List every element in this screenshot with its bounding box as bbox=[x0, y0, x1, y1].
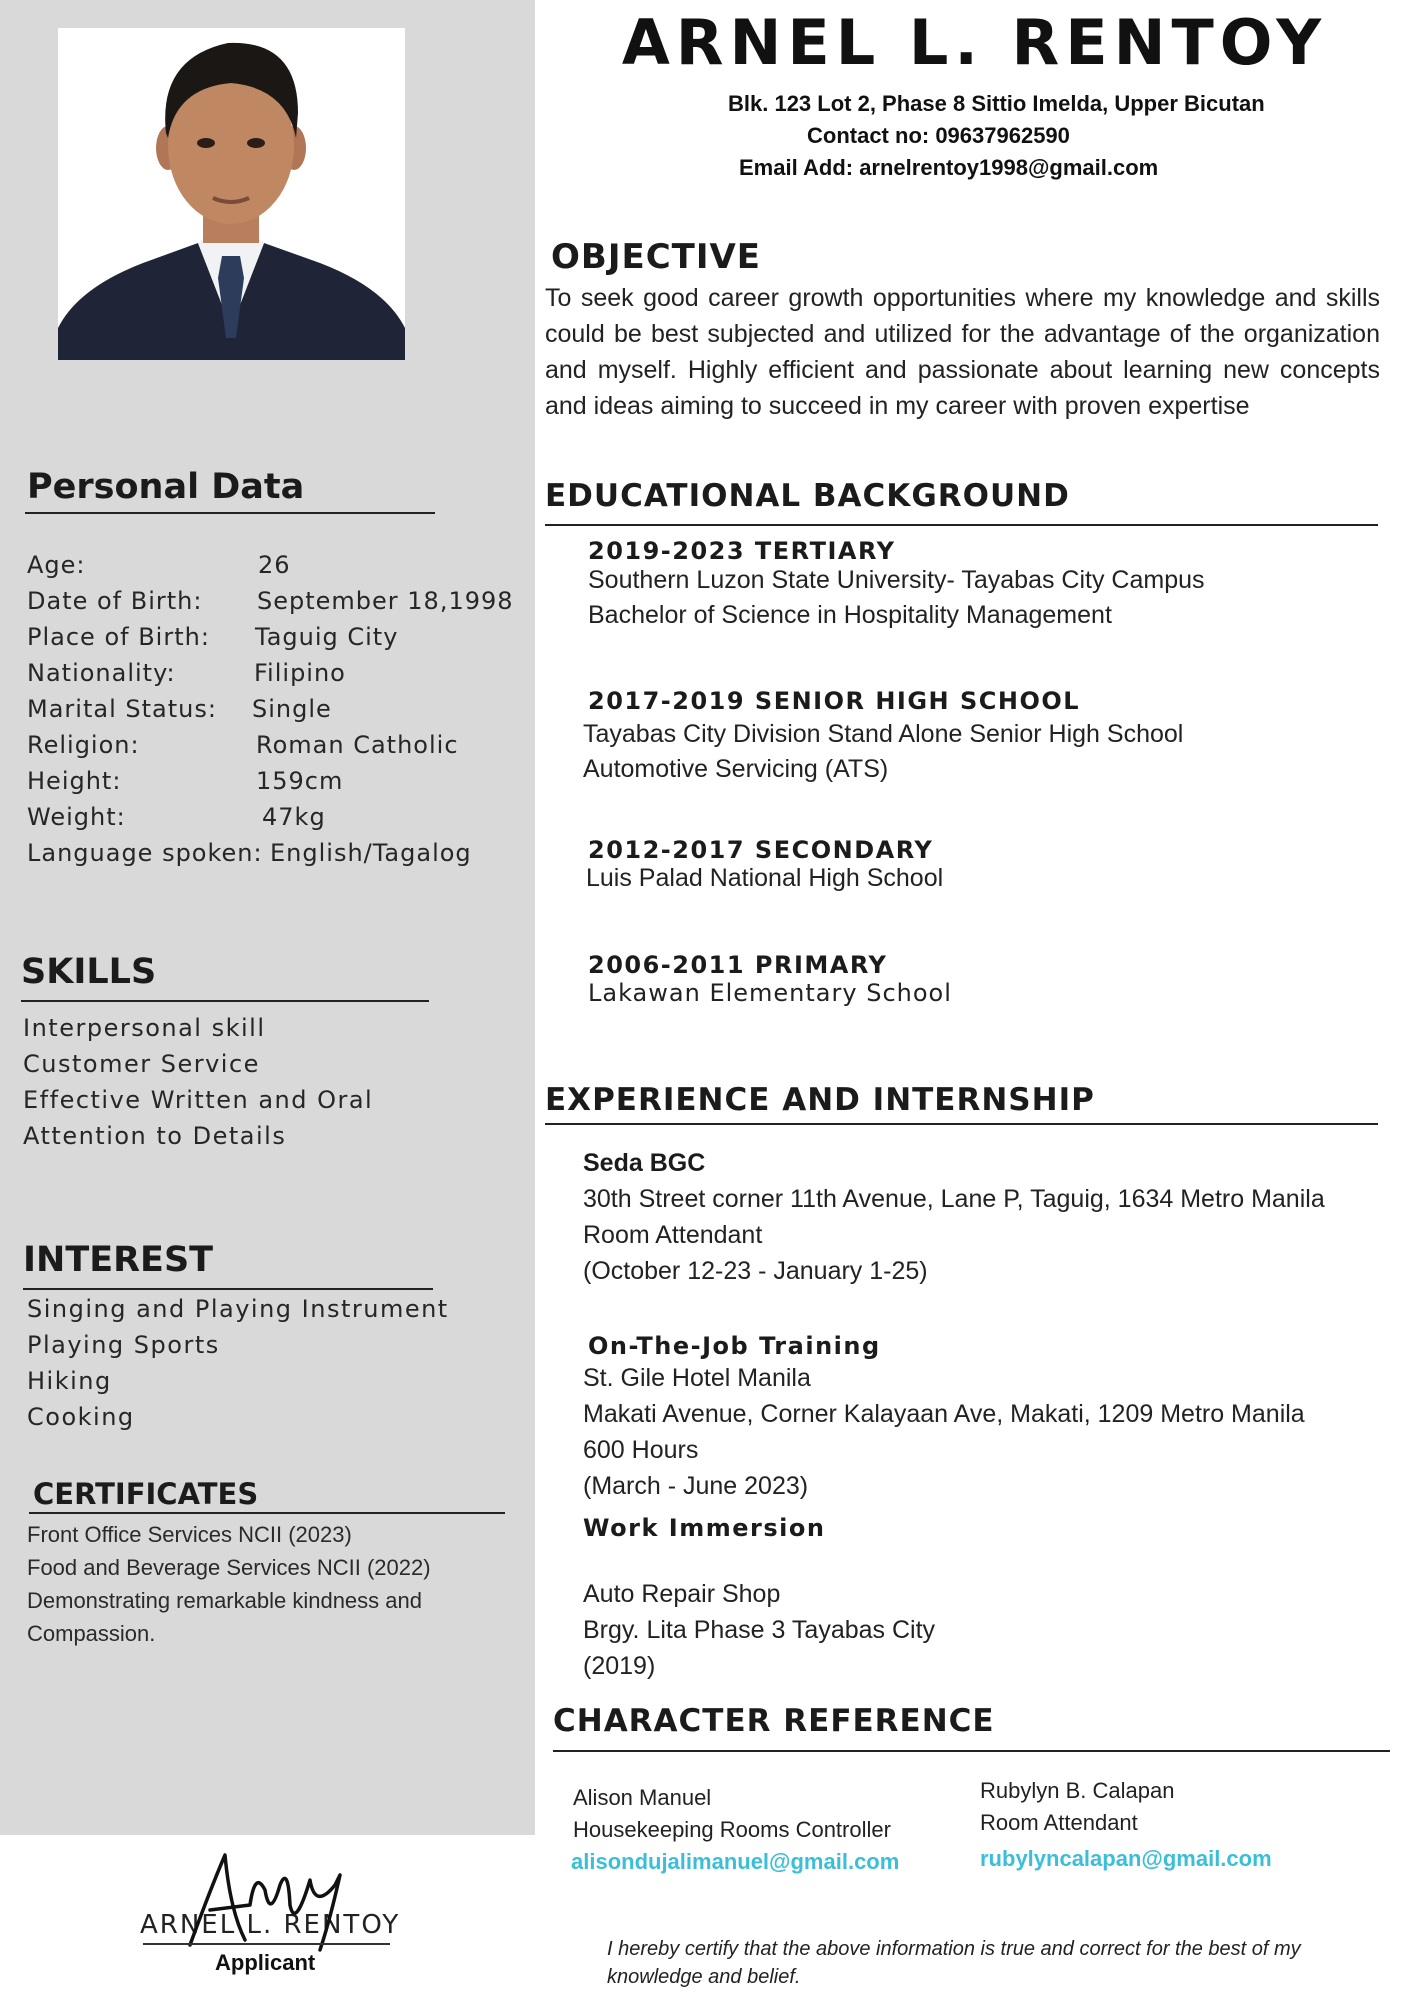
interest-item: Hiking bbox=[27, 1367, 112, 1395]
pd-value-weight: 47kg bbox=[262, 803, 326, 831]
education-program: Automotive Servicing (ATS) bbox=[583, 755, 889, 783]
experience-place: Auto Repair Shop bbox=[583, 1580, 781, 1608]
experience-place: St. Gile Hotel Manila bbox=[583, 1364, 811, 1392]
email-address: Email Add: arnelrentoy1998@gmail.com bbox=[739, 155, 1159, 180]
education-school: Lakawan Elementary School bbox=[588, 979, 952, 1007]
experience-title: EXPERIENCE AND INTERNSHIP bbox=[545, 1082, 1095, 1118]
pd-value-language: English/Tagalog bbox=[270, 839, 472, 867]
education-school: Southern Luzon State University- Tayabas City Campus bbox=[588, 566, 1205, 594]
skill-item: Effective Written and Oral bbox=[23, 1086, 374, 1114]
experience-divider bbox=[545, 1123, 1378, 1125]
pd-label-marital: Marital Status: bbox=[27, 695, 217, 723]
personal-data-title: Personal Data bbox=[27, 467, 305, 507]
pd-label-religion: Religion: bbox=[27, 731, 140, 759]
pd-label-nationality: Nationality: bbox=[27, 659, 176, 687]
experience-address: Makati Avenue, Corner Kalayaan Ave, Makati, 1209 Metro Manila bbox=[583, 1400, 1305, 1428]
skill-item: Customer Service bbox=[23, 1050, 260, 1078]
pd-label-age: Age: bbox=[27, 551, 86, 579]
education-heading: 2012-2017 SECONDARY bbox=[588, 836, 934, 864]
interest-title: INTEREST bbox=[23, 1240, 214, 1280]
experience-role: Room Attendant bbox=[583, 1221, 763, 1249]
education-heading: 2019-2023 TERTIARY bbox=[588, 537, 896, 565]
pd-value-height: 159cm bbox=[256, 767, 344, 795]
certificate-item: Food and Beverage Services NCII (2022) bbox=[27, 1555, 431, 1580]
pd-value-dob: September 18,1998 bbox=[257, 587, 514, 615]
experience-employer: Seda BGC bbox=[583, 1149, 706, 1177]
reference-title: CHARACTER REFERENCE bbox=[553, 1703, 995, 1739]
reference-divider bbox=[553, 1750, 1390, 1752]
skill-item: Attention to Details bbox=[23, 1122, 287, 1150]
experience-address: Brgy. Lita Phase 3 Tayabas City bbox=[583, 1616, 936, 1644]
experience-employer: Work Immersion bbox=[583, 1514, 826, 1542]
education-heading: 2017-2019 SENIOR HIGH SCHOOL bbox=[588, 687, 1081, 715]
interest-item: Singing and Playing Instrument bbox=[27, 1295, 449, 1323]
interest-divider bbox=[23, 1288, 433, 1290]
education-heading: 2006-2011 PRIMARY bbox=[588, 951, 888, 979]
certificates-list bbox=[27, 1518, 431, 1650]
experience-employer: On-The-Job Training bbox=[588, 1332, 881, 1360]
experience-period: (2019) bbox=[583, 1652, 656, 1680]
certificate-item: Demonstrating remarkable kindness and bbox=[27, 1588, 422, 1613]
certificate-item: Compassion. bbox=[27, 1621, 156, 1646]
skill-item: Interpersonal skill bbox=[23, 1014, 266, 1042]
reference-role: Housekeeping Rooms Controller bbox=[573, 1817, 891, 1842]
interest-item: Cooking bbox=[27, 1403, 135, 1431]
reference-role: Room Attendant bbox=[980, 1810, 1138, 1835]
signature-role: Applicant bbox=[215, 1950, 316, 1975]
pd-value-age: 26 bbox=[258, 551, 291, 579]
pd-label-height: Height: bbox=[27, 767, 122, 795]
signature-name: ARNEL L. RENTOY bbox=[140, 1910, 401, 1940]
signature-line bbox=[143, 1943, 390, 1945]
pd-label-language: Language spoken: bbox=[27, 839, 263, 867]
interest-item: Playing Sports bbox=[27, 1331, 220, 1359]
experience-period: (March - June 2023) bbox=[583, 1472, 809, 1500]
education-program: Bachelor of Science in Hospitality Management bbox=[588, 601, 1112, 629]
education-school: Tayabas City Division Stand Alone Senior High School bbox=[583, 720, 1184, 748]
pd-label-pob: Place of Birth: bbox=[27, 623, 210, 651]
education-school: Luis Palad National High School bbox=[586, 864, 944, 892]
profile-photo-image bbox=[58, 28, 405, 360]
skills-divider bbox=[21, 1000, 429, 1002]
certificate-item: Front Office Services NCII (2023) bbox=[27, 1522, 352, 1547]
experience-address: 30th Street corner 11th Avenue, Lane P, Taguig, 1634 Metro Manila bbox=[583, 1185, 1325, 1213]
experience-period: (October 12-23 - January 1-25) bbox=[583, 1257, 928, 1285]
skills-list bbox=[23, 1010, 373, 1154]
interest-list bbox=[27, 1291, 449, 1435]
certification-statement: I hereby certify that the above information is true and correct for the best of my knowledge and belief. bbox=[607, 1938, 1301, 1988]
personal-data-divider bbox=[25, 512, 435, 514]
reference-name: Alison Manuel bbox=[573, 1785, 712, 1810]
education-divider bbox=[545, 524, 1378, 526]
pd-value-marital: Single bbox=[252, 695, 332, 723]
reference-name: Rubylyn B. Calapan bbox=[980, 1778, 1175, 1803]
applicant-name: ARNEL L. RENTOY bbox=[621, 6, 1328, 79]
skills-title: SKILLS bbox=[21, 952, 157, 992]
address-line: Blk. 123 Lot 2, Phase 8 Sittio Imelda, Upper Bicutan bbox=[728, 91, 1265, 116]
pd-value-religion: Roman Catholic bbox=[256, 731, 459, 759]
reference-email[interactable]: rubylyncalapan@gmail.com bbox=[980, 1846, 1272, 1871]
objective-title: OBJECTIVE bbox=[551, 237, 762, 277]
reference-email[interactable]: alisondujalimanuel@gmail.com bbox=[571, 1849, 900, 1874]
objective-text: To seek good career growth opportunities where my knowledge and skills could be best subjected and utilized for the advantage of the organization and myself. Highly efficient and passionate about learning new concepts and ideas aiming to succeed in my career with proven expertise bbox=[545, 284, 1380, 420]
certificates-divider bbox=[29, 1512, 505, 1514]
profile-photo bbox=[58, 28, 405, 360]
certificates-title: CERTIFICATES bbox=[33, 1477, 259, 1511]
pd-value-nationality: Filipino bbox=[254, 659, 346, 687]
contact-number: Contact no: 09637962590 bbox=[807, 123, 1070, 148]
pd-label-weight: Weight: bbox=[27, 803, 126, 831]
pd-label-dob: Date of Birth: bbox=[27, 587, 203, 615]
education-title: EDUCATIONAL BACKGROUND bbox=[545, 478, 1070, 514]
pd-value-pob: Taguig City bbox=[255, 623, 399, 651]
experience-hours: 600 Hours bbox=[583, 1436, 699, 1464]
